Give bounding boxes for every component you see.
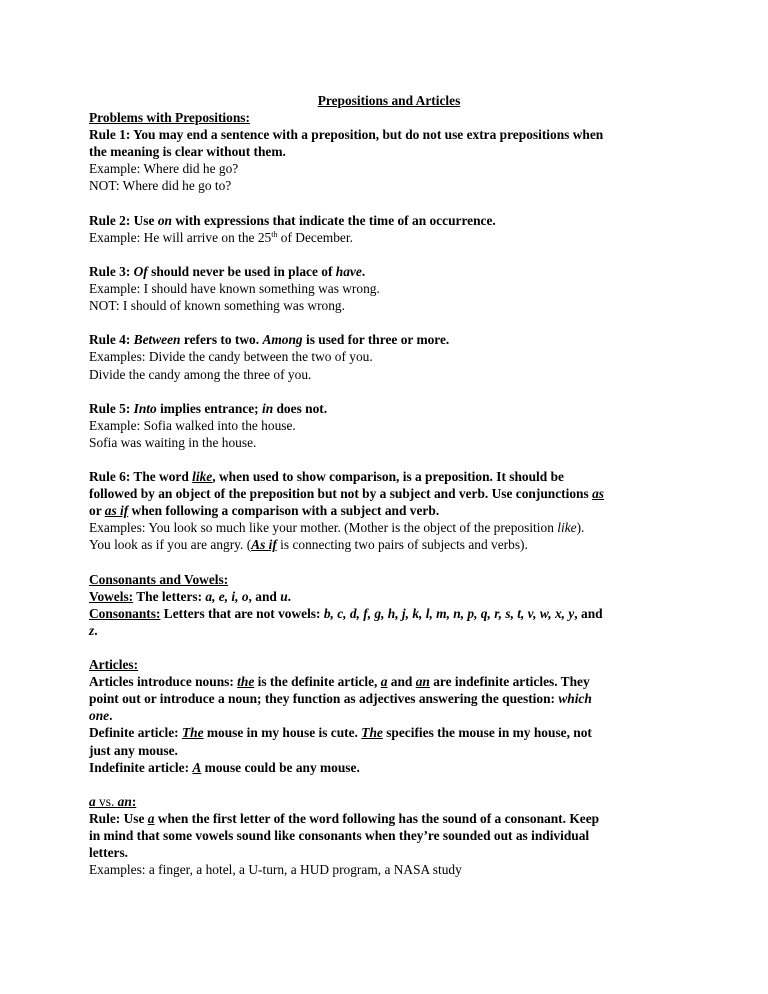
rule-5-example-2: Sofia was waiting in the house.	[89, 434, 257, 450]
rule-6-line-2: followed by an object of the preposition but not by a subject and verb. Use conjunctions as	[89, 486, 604, 502]
rule-6-example-1: Examples: You look so much like your mother. (Mother is the object of the preposition like).	[89, 520, 585, 536]
rule-6-example-2: You look as if you are angry. (As if is connecting two pairs of subjects and verbs).	[89, 537, 528, 553]
consonants-line-1: Consonants: Letters that are not vowels: b, c, d, f, g, h, j, k, l, m, n, p, q, r, s, t, v, w, x, y, and	[89, 605, 603, 621]
rule-5-line: Rule 5: Into implies entrance; in does not.	[89, 400, 328, 416]
section-heading-consonants-vowels: Consonants and Vowels:	[89, 571, 229, 587]
definite-article-line-1: Definite article: The mouse in my house is cute. The specifies the mouse in my house, not	[89, 725, 592, 741]
rule-3-example: Example: I should have known something was wrong.	[89, 281, 380, 297]
a-vs-an-rule-line-1: Rule: Use a when the first letter of the word following has the sound of a consonant. Keep	[89, 810, 600, 826]
a-vs-an-rule-line-2: in mind that some vowels sound like consonants when they’re sounded out as individual	[89, 828, 590, 844]
document-page	[89, 92, 689, 878]
articles-line-1: Articles introduce nouns: the is the definite article, a and an are indefinite articles. They	[89, 674, 590, 690]
keyword-like: like	[192, 469, 213, 485]
section-heading-articles: Articles:	[89, 657, 139, 673]
consonants-line-2: z.	[89, 622, 98, 638]
rule-6-line-3: or as if when following a comparison with a subject and verb.	[89, 503, 440, 519]
vowels-line: Vowels: The letters: a, e, i, o, and u.	[89, 588, 291, 604]
rule-2-line: Rule 2: Use on with expressions that indicate the time of an occurrence.	[89, 212, 496, 228]
rule-4-line: Rule 4: Between refers to two. Among is used for three or more.	[89, 332, 450, 348]
articles-line-3: one.	[89, 708, 113, 724]
articles-line-2: point out or introduce a noun; they function as adjectives answering the question: which	[89, 691, 592, 707]
rule-1-counterexample: NOT: Where did he go to?	[89, 178, 232, 194]
keyword-have: have	[335, 263, 362, 279]
rule-1-line-2: the meaning is clear without them.	[89, 144, 286, 160]
indefinite-article-line: Indefinite article: A mouse could be any mouse.	[89, 759, 360, 775]
ordinal-suffix: th	[271, 229, 278, 239]
section-heading-a-vs-an: a vs. an:	[89, 793, 137, 809]
keyword-of: Of	[133, 263, 148, 279]
keyword-in: in	[261, 400, 274, 416]
section-heading-prepositions: Problems with Prepositions:	[89, 110, 250, 126]
rule-1-line-1: Rule 1: You may end a sentence with a preposition, but do not use extra prepositions when	[89, 127, 604, 143]
rule-6-line-1: Rule 6: The word like, when used to show comparison, is a preposition. It should be	[89, 469, 564, 485]
keyword-on: on	[157, 212, 172, 228]
keyword-between: Between	[133, 332, 181, 348]
a-vs-an-examples: Examples: a finger, a hotel, a U-turn, a HUD program, a NASA study	[89, 862, 462, 878]
rule-1-example: Example: Where did he go?	[89, 161, 239, 177]
keyword-among: Among	[262, 332, 303, 348]
rule-3-line: Rule 3: Of should never be used in place of have.	[89, 263, 366, 279]
definite-article-line-2: just any mouse.	[89, 742, 178, 758]
rule-2-example: Example: He will arrive on the 25th of December.	[89, 229, 353, 245]
rule-4-example-2: Divide the candy among the three of you.	[89, 366, 312, 382]
keyword-as: as	[592, 486, 604, 502]
a-vs-an-rule-line-3: letters.	[89, 845, 129, 861]
rule-5-example-1: Example: Sofia walked into the house.	[89, 417, 296, 433]
rule-4-example-1: Examples: Divide the candy between the two of you.	[89, 349, 373, 365]
rule-3-counterexample: NOT: I should of known something was wrong.	[89, 298, 345, 314]
keyword-as-if: as if	[104, 503, 129, 519]
page-title: Prepositions and Articles	[317, 93, 461, 108]
keyword-into: Into	[133, 400, 157, 416]
